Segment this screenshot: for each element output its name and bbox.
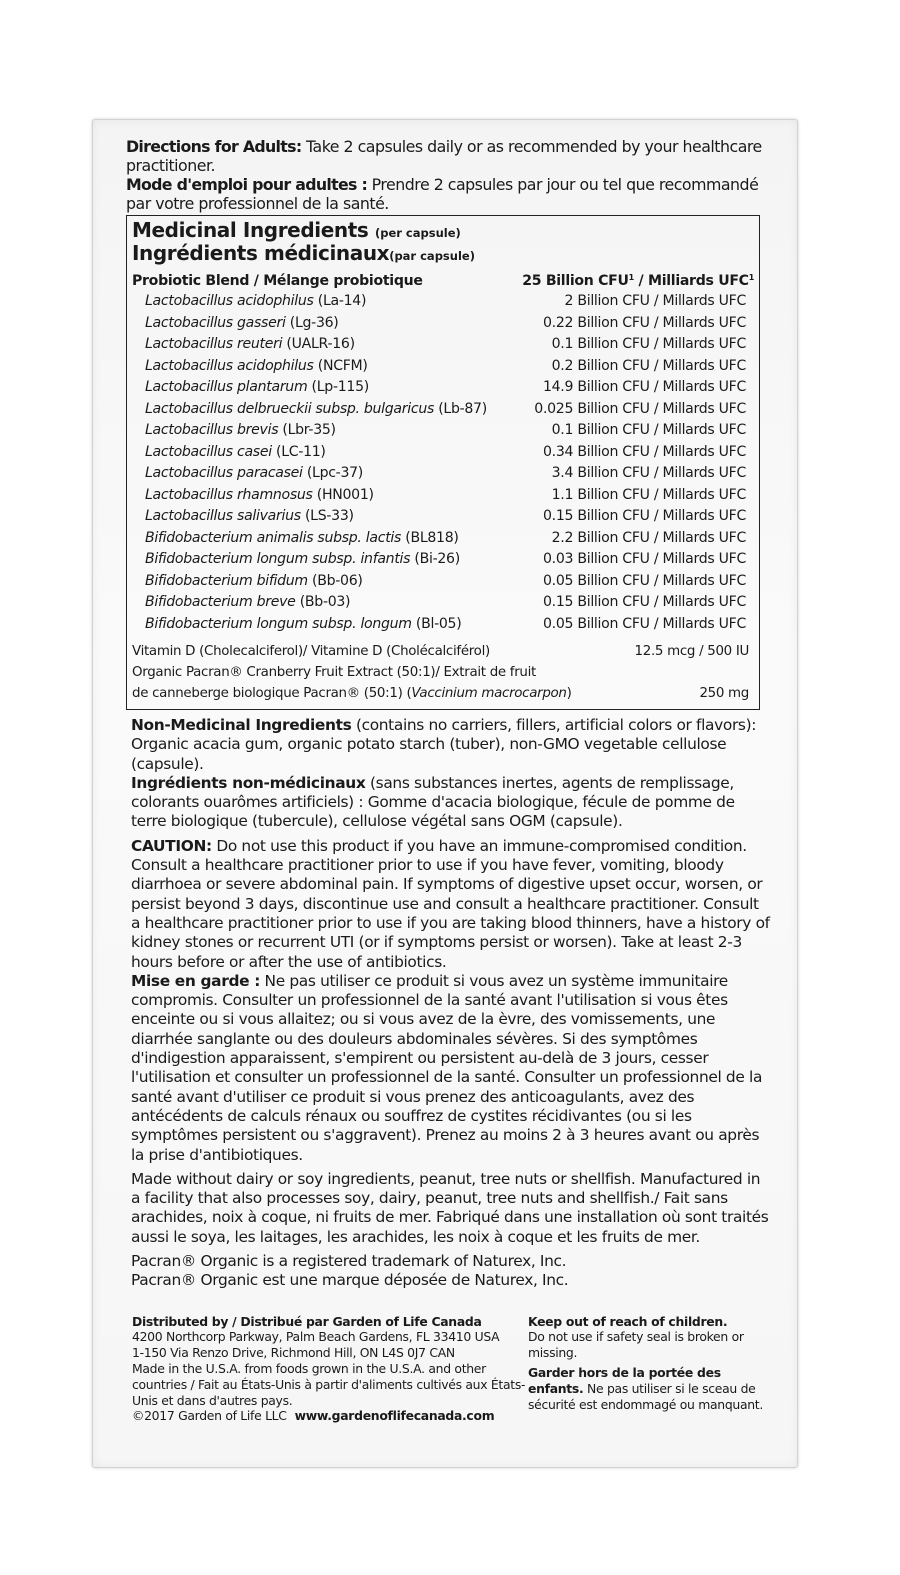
safety-info: Keep out of reach of children. Do not use if safety seal is broken or missing. Garder hors de la portée des enfants. Ne pas utiliser si le sceau de sécurité est endommagé ou manquant.: [528, 1313, 764, 1412]
strain-name: Lactobacillus salivarius: [145, 508, 301, 524]
strain-code: (Lg-36): [285, 314, 339, 331]
strain-code: (Lb-87): [434, 400, 487, 417]
strain-code: (LC-11): [271, 443, 326, 460]
strain-code: (NCFM): [313, 357, 368, 374]
strain-value: 3.4 Billion CFU / Millards UFC: [551, 465, 746, 481]
strain-name: Bifidobacterium animalis subsp. lactis: [145, 529, 402, 546]
body-text: [131, 716, 771, 1291]
medicinal-title-en: Medicinal Ingredients (per capsule): [132, 218, 461, 242]
caution-en: CAUTION: Do not use this product if you have an immune-compromised condition. Consult a healthcare practitioner prior to use if you have fever, vomiting, bloody diarrhoea or severe abdominal pain. If symptoms of digestive upset occur, worsen, or persist beyond 3 days, discontinue use and consult a healthcare practitioner. Consult a healthcare practitioner prior to use if you are taking blood thinners, have a history of kidney stones or recurrent UTI (or if symptoms persist or worsen). Take at least 2-3 hours before or after the use of antibiotics.: [131, 836, 770, 971]
directions-fr: Mode d'emploi pour adultes : Prendre 2 capsules par jour ou tel que recommandé par votre professionnel de la santé.: [126, 175, 759, 213]
strain-code: (LS-33): [300, 508, 354, 524]
strain-name: Lactobacillus brevis: [145, 422, 279, 438]
strain-code: (Bl-05): [411, 615, 462, 632]
strain-row: [132, 420, 754, 442]
strain-row: [132, 313, 754, 335]
strain-code: (Lpc-37): [302, 465, 363, 481]
strain-value: 0.1 Billion CFU / Millards UFC: [551, 422, 746, 438]
strain-row: [132, 399, 754, 421]
strain-value: 0.05 Billion CFU / Millards UFC: [542, 572, 746, 589]
website-link: www.gardenoflifecanada.com: [294, 1408, 495, 1424]
strain-name: Bifidobacterium longum subsp. longum: [145, 615, 412, 632]
strain-code: (Lbr-35): [278, 422, 336, 438]
strain-value: 0.025 Billion CFU / Millards UFC: [534, 400, 746, 417]
probiotic-blend-row: Probiotic Blend / Mélange probiotique 25 Billion CFU$^1$ / Milliards UFC$^1$: [132, 273, 754, 289]
strain-row: [132, 485, 754, 507]
trademark-en: Pacran® Organic is a registered trademark of Naturex, Inc.: [131, 1252, 567, 1271]
label-panel: [92, 119, 798, 1468]
strain-name: Bifidobacterium breve: [145, 594, 296, 610]
strain-name: Lactobacillus rhamnosus: [145, 486, 313, 503]
strain-code: (Bi-26): [410, 551, 460, 567]
strain-value: 0.15 Billion CFU / Millards UFC: [542, 594, 746, 610]
strain-row: [132, 592, 754, 614]
strain-value: 2.2 Billion CFU / Millards UFC: [551, 529, 746, 546]
strain-row: [132, 334, 754, 356]
strain-name: Lactobacillus plantarum: [145, 379, 308, 395]
strain-value: 2 Billion CFU / Millards UFC: [564, 293, 746, 309]
strain-value: 0.03 Billion CFU / Millards UFC: [542, 551, 746, 567]
strain-name: Lactobacillus gasseri: [145, 314, 286, 331]
directions-en: Directions for Adults: Take 2 capsules daily or as recommended by your healthcare practitioner.: [126, 137, 762, 175]
medicinal-ingredients-box: [126, 215, 760, 710]
strain-code: (Bb-03): [295, 594, 351, 610]
strain-code: (Lp-115): [307, 379, 369, 395]
strain-value: 0.2 Billion CFU / Millards UFC: [551, 357, 746, 374]
strain-value: 14.9 Billion CFU / Millards UFC: [542, 379, 746, 395]
strain-value: 0.34 Billion CFU / Millards UFC: [542, 443, 746, 460]
distributor-info: Distributed by / Distribué par Garden of Life Canada 4200 Northcorp Parkway, Palm Beach Gardens, FL 33410 USA 1-150 Via Renzo Drive, Richmond Hill, ON L4S 0J7 CAN Made in the U.S.A. from foods grown in the U.S.A. and other countries / Fait au États-Unis à partir d'aliments cultivés aux États-Unis et dans d'autres pays. ©2017 Garden of Life LLC www.gardenoflifecanada.com: [132, 1313, 526, 1424]
strain-value: 0.15 Billion CFU / Millards UFC: [542, 508, 746, 524]
cranberry-row: de canneberge biologique Pacran® (50:1) (Vaccinium macrocarpon) 250 mg: [132, 686, 749, 701]
strain-row: [132, 571, 754, 593]
strain-row: [132, 291, 754, 313]
strain-name: Lactobacillus reuteri: [145, 336, 283, 352]
strain-name: Bifidobacterium longum subsp. infantis: [145, 551, 411, 567]
label-content: [126, 137, 771, 1424]
strain-value: 0.05 Billion CFU / Millards UFC: [542, 615, 746, 632]
strain-row: [132, 463, 754, 485]
other-ingredients: [132, 641, 754, 704]
strain-list: [132, 291, 754, 635]
strain-name: Lactobacillus casei: [145, 443, 272, 460]
strain-row: [132, 528, 754, 550]
strain-row: [132, 506, 754, 528]
vitamin-d-row: Vitamin D (Cholecalciferol)/ Vitamine D (Cholécalciférol) 12.5 mcg / 500 IU: [132, 644, 749, 659]
strain-row: [132, 377, 754, 399]
directions-section: [126, 137, 771, 213]
medicinal-title-fr: Ingrédients médicinaux(par capsule): [132, 241, 475, 265]
caution-fr: Mise en garde : Ne pas utiliser ce produit si vous avez un système immunitaire compromis. Consulter un professionnel de la santé avant l'utilisation si vous êtes enceinte ou si vous allaitez; ou si vous avez de la èvre, des vomissements, une diarrhée sanglante ou des douleurs abdominales sévères. Si des symptômes d'indigestion apparaissent, s'empirent ou persistent au-delà de 3 jours, cesser l'utilisation et consulter un professionnel de la santé. Consulter un professionnel de la santé avant d'utiliser ce produit si vous prenez des anticoagulants, avez des antécédents de calculs rénaux ou souffrez de cystites récidivantes (ou si les symptômes persistent ou s'aggravent). Prenez au moins 2 à 3 heures avant ou après la prise d'antibiotiques.: [131, 971, 763, 1164]
strain-name: Bifidobacterium bifidum: [145, 572, 308, 589]
trademark-fr: Pacran® Organic est une marque déposée de Naturex, Inc.: [131, 1271, 569, 1290]
strain-value: 0.1 Billion CFU / Millards UFC: [551, 336, 746, 352]
strain-name: Lactobacillus delbrueckii subsp. bulgaricus: [145, 400, 435, 417]
non-medicinal-fr: Ingrédients non-médicinaux (sans substances inertes, agents de remplissage, colorants ouarômes artificiels) : Gomme d'acacia biologique, fécule de pomme de terre biologique (tubercule), cellulose végétal sans OGM (capsule).: [131, 773, 735, 831]
strain-code: (Bb-06): [307, 572, 363, 589]
footer: [132, 1314, 771, 1425]
strain-code: (La-14): [313, 293, 367, 309]
strain-code: (UALR-16): [282, 336, 355, 352]
strain-row: [132, 614, 754, 636]
allergen-statement: Made without dairy or soy ingredients, peanut, tree nuts or shellfish. Manufactured in a facility that also processes soy, dairy, peanut, tree nuts and shellfish./ Fait sans arachides, noix à coque, ni fruits de mer. Fabriqué dans une installation où sont traités aussi le soya, les laitages, les arachides, les noix à coque et les fruits de mer.: [131, 1169, 769, 1246]
strain-name: Lactobacillus acidophilus: [145, 357, 314, 374]
strain-row: [132, 549, 754, 571]
non-medicinal-en: Non-Medicinal Ingredients (contains no carriers, fillers, artificial colors or flavors): Organic acacia gum, organic potato starch (tuber), non-GMO vegetable cellulose (capsule).: [131, 716, 757, 773]
strain-value: 0.22 Billion CFU / Millards UFC: [542, 314, 746, 331]
strain-name: Lactobacillus paracasei: [145, 465, 303, 481]
cranberry-line-1: Organic Pacran® Cranberry Fruit Extract (50:1)/ Extrait de fruit: [132, 665, 536, 680]
strain-row: [132, 442, 754, 464]
strain-code: (HN001): [312, 486, 374, 503]
strain-name: Lactobacillus acidophilus: [145, 293, 314, 309]
strain-code: (BL818): [401, 529, 459, 546]
strain-row: [132, 356, 754, 378]
strain-value: 1.1 Billion CFU / Millards UFC: [551, 486, 746, 503]
